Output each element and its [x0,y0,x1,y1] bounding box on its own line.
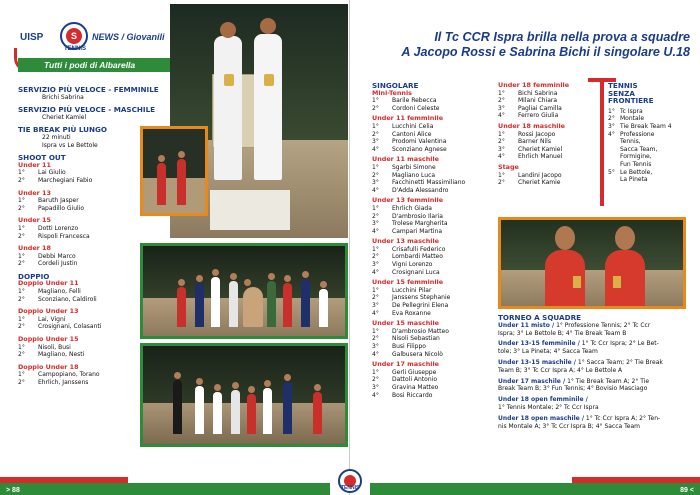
rank: 2° [372,130,379,138]
torneo-title: TORNEO A SQUADRE [498,313,582,322]
rank: 1° [18,252,25,260]
footer-tennis-label: TENNIS [341,485,360,491]
player-name: Nisoli Sebastian [392,335,440,343]
player-name: Galbusera Nicolò [392,350,443,358]
player-name: Trolese Margherita [392,220,448,228]
rank: 1° [372,368,379,376]
player-name: Ehrlich Manuel [518,153,563,161]
doppio-first: Nisoli, Busi [38,343,71,351]
shootout-first: Lai Giulio [38,169,66,177]
rank: 2° [372,376,379,384]
tiebreak-match: Ispra vs Le Bettole [42,141,98,149]
player-name: Ferrero Giulia [518,112,559,120]
rank: 2° [372,104,379,112]
player-name: Lucchini Pilar [392,286,432,294]
player-name: Cheriet Kamie [518,179,561,187]
rank: 1° [372,327,379,335]
player-name: Gerli Giuseppe [392,368,437,376]
rank: 1° [18,224,25,232]
rank: 2° [498,138,505,146]
player-name: Barile Rebecca [392,97,437,105]
player-name: Lucchini Celia [392,122,434,130]
headline [368,30,690,60]
rank [608,176,620,184]
trophy-icon [224,74,234,86]
doppio-cat: Doppio Under 13 [18,307,79,316]
rank: 3° [372,220,379,228]
singolare-column-2 [498,82,569,187]
footer-bar-left [0,483,330,495]
torneo-column [498,314,663,430]
doppio-first: Lai, Vigni [38,315,66,323]
torneo-lead: Under 13-15 femminile / [498,340,580,348]
player-name: Facchinetti Massimiliano [392,179,466,187]
frontiere-title: FRONTIERE [608,96,654,106]
player-name: Prodomi Valentina [392,138,447,146]
rank: 1° [18,288,25,296]
rank: 1° [372,204,379,212]
torneo-lead: Under 18 open femminile / [498,396,588,404]
rank: 1° [498,89,505,97]
rank: 4° [372,391,379,399]
player-name: Crosignani Luca [392,268,440,276]
rank: 2° [18,351,25,359]
servizio-m-name: Cheriet Kamiel [42,113,87,121]
rank: 1° [372,163,379,171]
tiebreak-time: 22 minuti [42,133,71,141]
mascot-figure [243,287,263,327]
frontiere-title: SENZA [608,88,635,98]
trophy-icon [613,276,621,288]
rank: 1° [18,197,25,205]
servizio-f-title: SERVIZIO PIÙ VELOCE - FEMMINILE [18,85,159,94]
team-name: Le Bettole, [620,168,653,176]
podium-block [210,190,290,230]
awards-column [18,86,159,387]
rank: 2° [372,253,379,261]
rank: 1° [372,122,379,130]
page-number-left: > 88 [6,487,20,494]
player-name: Ehrlich Giada [392,204,432,212]
rank: 4° [372,145,379,153]
team-name: Tie Break Team 4 [620,122,672,130]
masthead-uisp: UISP [20,32,44,43]
servizio-f-name: Brichi Sabrina [42,93,84,101]
rank: 1° [372,97,379,105]
footer-red-strip [572,477,700,483]
singolare-column-1 [372,82,465,399]
torneo-lead: Under 18 open maschile / [498,414,585,422]
player-name: D'Adda Alessandro [392,186,449,194]
page-number-right-value: 89 [680,487,688,494]
shootout-cat: Under 13 [18,188,51,197]
frontiere-title: TENNIS [608,81,638,90]
torneo-entry [498,378,663,386]
rank: 4° [608,130,615,138]
torneo-cont: tole; 3° La Pineta; 4° Sacca Team [498,348,598,356]
player-figure [254,34,282,180]
masthead-news: NEWS / Giovanili [92,32,165,42]
doppio-cat: Doppio Under 11 [18,279,79,288]
player-name: Janssens Stephanie [392,294,451,302]
rank [608,146,620,154]
rank: 4° [498,153,505,161]
singolare-cat: Mini-Tennis [372,88,412,97]
rank: 3° [372,138,379,146]
player-name: Busi Filippo [392,343,426,350]
rank: 3° [608,122,615,130]
player-head [260,18,276,34]
shootout-first: Baruth Jasper [38,197,79,205]
rank: 1° [372,245,379,253]
doppio-first: Campopiano, Torano [38,371,100,379]
singolare-cat: Under 18 femminile [498,81,570,89]
rank: 4° [372,350,379,358]
rank: 2° [18,323,25,331]
singolare-cat: Under 11 femminile [372,114,444,123]
torneo-text: 1° Tc Ccr Ispra; 2° Le Bet- [579,340,659,348]
rank: 2° [372,294,379,302]
player-name: Cordoni Celeste [392,104,440,112]
player-head [615,226,635,250]
photo-winners [498,217,686,309]
tennis-logo-icon: S [60,22,88,50]
torneo-text: 1° Tc Ccr Ispra A; 2° Ten- [584,414,661,422]
rank: 2° [372,171,379,179]
rank: 2° [608,115,615,123]
shootout-second: Cordeli Justin [38,260,78,268]
torneo-cont: Break Team B; 3° Fun Tennis; 4° Bovisio Masciago [498,385,648,393]
rank: 2° [498,97,505,105]
headline-line2: A Jacopo Rossi e Sabrina Bichi il singolare U.18 [401,45,690,59]
doppio-title: DOPPIO [18,271,50,281]
player-name: De Pellegrini Elena [392,302,449,310]
singolare-cat: Under 18 maschile [498,121,565,130]
player-name: Dattoli Antonio [392,376,437,384]
rank: 1° [608,107,615,115]
player-name: Barner Nils [518,138,551,146]
player-name: D'ambrosio Matteo [392,327,449,335]
player-name: Landini Jacopo [518,171,562,179]
rank: 2° [372,335,379,343]
torneo-entry [498,415,663,423]
player-name: Gravina Matteo [392,383,439,391]
shootout-first: Debbi Marco [38,252,76,260]
rank: 4° [372,309,379,317]
singolare-cat: Under 11 maschile [372,155,439,164]
shootout-cat: Under 18 [18,244,51,253]
rank: 3° [372,383,379,391]
trophy-icon [573,276,581,288]
team-name: Professione [620,130,655,138]
team-name: Sacca Team, [620,145,658,153]
masthead [14,18,170,78]
shootout-first: Dotti Lorenzo [38,224,79,232]
shootout-cat: Under 15 [18,216,51,225]
masthead-subtitle: Tutti i podi di Albarella [18,58,170,72]
rank: 4° [498,112,505,120]
player-name: Pagliai Camilla [518,104,562,112]
player-figure [214,36,242,180]
doppio-second: Magliano, Nesti [38,351,85,359]
torneo-cont: nis Montale A; 3° Tc Ccr Ispra B; 4° Sacca Team [498,422,640,430]
torneo-entry [498,340,663,348]
trophy-icon [264,74,274,86]
player-name: Sgarbi Simone [392,163,436,171]
player-name: Eva Roxanne [392,309,431,317]
torneo-cont: Team B; 3° Tc Ccr Ispra A; 4° Le Bettole A [498,366,623,374]
player-name: Cantoni Alice [392,130,432,138]
page-number-right: 89 < [680,487,694,494]
rank: 1° [372,286,379,294]
torneo-text: 1° Sacca Team; 2° Tie Break [576,358,663,366]
rank: 3° [372,179,379,187]
torneo-entry [498,396,663,404]
rank: 5° [608,168,615,176]
frontiere-column [608,82,672,184]
player-name: Crisafulli Federico [392,245,446,253]
rank: 2° [498,179,505,187]
rank: 2° [18,295,25,303]
shootout-second: Papadillo Giulio [38,204,85,212]
frontiere-accent [600,78,607,206]
rank: 2° [18,379,25,386]
doppio-cat: Doppio Under 18 [18,362,79,371]
rank: 1° [18,343,25,351]
torneo-entry [498,359,663,367]
singolare-cat: Under 13 femminile [372,196,444,205]
rank: 4° [372,268,379,276]
rank: 4° [372,186,379,194]
torneo-lead: Under 17 maschile / [498,377,566,385]
player-name: Bosi Riccardo [392,391,433,399]
team-name: La Pineta [620,176,648,184]
torneo-lead: Under 11 misto / [498,321,555,329]
singolare-cat: Stage [498,162,519,171]
doppio-second: Sconziano, Caldiroli [38,295,97,303]
player-name: Lombardi Matteo [392,253,443,261]
rank: 2° [18,232,25,240]
player-figure [605,250,645,309]
rank: 1° [18,169,25,177]
singolare-cat: Under 15 maschile [372,319,439,328]
torneo-lead: Under 13-15 maschile / [498,358,576,366]
rank: 2° [18,260,25,268]
torneo-cont: Ispra; 3° Le Bettole B; 4° Tie Break Team B [498,329,627,337]
doppio-second: Crosignani, Colasanti [38,323,102,331]
rank: 1° [18,315,25,323]
player-head [220,22,236,38]
player-name: Vigni Lorenzo [392,261,433,269]
photo-group-1 [140,243,348,339]
rank: 2° [18,204,25,212]
rank: 3° [372,261,379,269]
team-name: Montale [620,115,645,123]
torneo-text: 1° Tie Break Team A; 2° Tie [565,377,650,385]
singolare-cat: Under 13 maschile [372,237,439,246]
servizio-m-title: SERVIZIO PIÙ VELOCE - MASCHILE [18,105,156,115]
rank: 3° [498,104,505,112]
player-name: Sconziano Agnese [392,145,447,153]
torneo-text: 1° Professione Tennis; 2° Tc Ccr [554,321,651,329]
singolare-cat: Under 17 maschile [372,360,439,369]
shootout-second: Rispoli Francesca [38,232,90,240]
torneo-entry [498,322,663,330]
rank: 1° [18,371,25,379]
shootout-second: Marchegiani Fabio [38,176,93,184]
headline-line1: Il Tc CCR Ispra brilla nella prova a squadre [434,30,690,44]
shootout-cat: Under 11 [18,160,51,169]
player-name: Milani Chiara [518,97,558,105]
doppio-cat: Doppio Under 15 [18,335,79,344]
doppio-first: Magliano, Felli [38,288,81,296]
shootout-title: SHOOT OUT [18,153,66,163]
right-page [350,0,700,495]
rank: 1° [498,130,505,138]
team-name: Fun Tennis [620,160,652,168]
singolare-cat: Under 15 femminile [372,278,444,287]
player-name: D'ambrosio Ilaria [392,212,443,220]
player-head [555,226,575,250]
player-name: Magliano Luca [392,171,436,179]
singolare-title: SINGOLARE [372,81,419,90]
rank: 2° [372,212,379,220]
page-number-left-value: 88 [12,487,20,494]
rank [608,138,620,146]
torneo-cont: 1° Tennis Montale; 2° Tc Ccr Ispra [498,403,599,411]
footer-bar-right [370,483,700,495]
player-name: Rossi Jacopo [518,130,556,138]
tiebreak-title: TIE BREAK PIÙ LUNGO [18,125,108,135]
rank [608,153,620,161]
masthead-tennis: TENNIS [64,46,87,52]
rank: 3° [372,302,379,310]
team-name: Tennis, [620,138,641,146]
team-name: Formigine, [620,153,652,161]
rank: 4° [372,227,379,235]
rank: 1° [498,171,505,179]
player-name: Bichi Sabrina [518,89,558,97]
rank [608,161,620,169]
rank: 2° [18,176,25,184]
rank: 3° [498,145,505,153]
player-name: Campari Martina [392,227,443,235]
team-name: Tc Ispra [620,107,643,115]
doppio-second: Ehrlich, Janssens [38,379,89,386]
photo-kids-small [140,126,208,216]
photo-group-2 [140,343,348,447]
rank: 3° [372,343,379,350]
player-name: Cheriet Kamiel [518,145,563,153]
